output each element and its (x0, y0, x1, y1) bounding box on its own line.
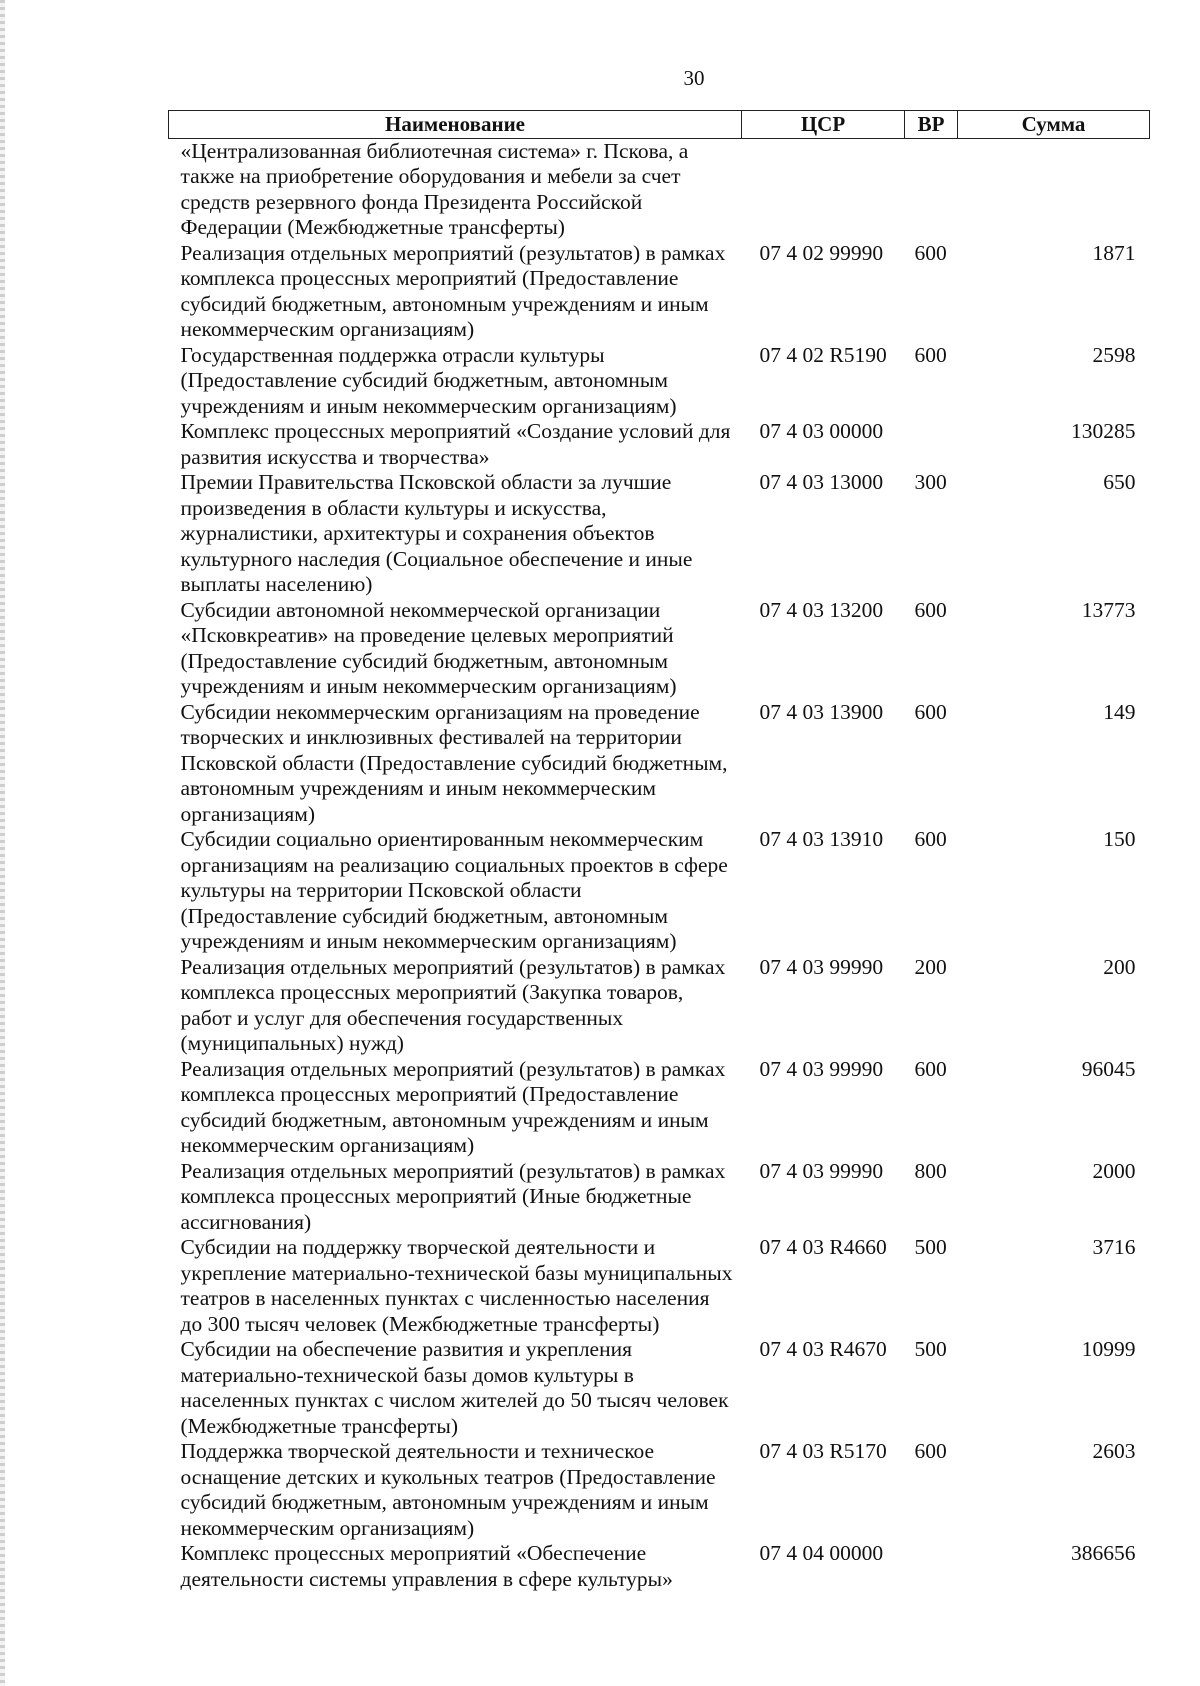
header-sum: Сумма (958, 111, 1150, 139)
row-sum: 3716 (1092, 1235, 1136, 1259)
row-sum: 2603 (1092, 1439, 1136, 1463)
row-name: Субсидии некоммерческим организациям на проведение творческих и инклюзивных фестивалей на территории Псковской области (Предоставление субсидий бюджетным, автономным учреждениям и иным некоммерческим организациям) (180, 699, 728, 826)
row-sum: 149 (1103, 699, 1136, 724)
row-vr: 600 (914, 827, 947, 851)
row-csr: 07 4 03 00000 (759, 419, 884, 443)
row-csr: 07 4 03 99990 (759, 954, 884, 979)
table-row (169, 700, 1150, 828)
row-sum: 1871 (1092, 240, 1136, 265)
row-name: Реализация отдельных мероприятий (результатов) в рамках комплекса процессных мероприятий (Закупка товаров, работ и услуг для обеспечения государственных (муниципальных) нужд) (180, 954, 726, 1055)
row-csr: 07 4 04 00000 (759, 1541, 884, 1565)
row-vr: 200 (914, 954, 947, 979)
row-vr: 600 (914, 1056, 947, 1081)
table-body (169, 138, 1150, 1592)
row-csr: 07 4 03 13200 (759, 597, 884, 622)
row-vr: 800 (914, 1158, 947, 1183)
row-csr: 07 4 03 13900 (759, 699, 884, 724)
row-vr (905, 138, 958, 241)
row-sum: 96045 (1081, 1056, 1136, 1081)
row-sum: 650 (1103, 470, 1136, 494)
row-vr: 500 (914, 1337, 947, 1361)
row-name: Комплекс процессных мероприятий «Создание условий для развития искусства и творчества» (180, 419, 731, 469)
row-sum: 150 (1103, 827, 1136, 851)
row-vr: 600 (914, 342, 947, 367)
row-name: Реализация отдельных мероприятий (результатов) в рамках комплекса процессных мероприятий (Иные бюджетные ассигнования) (180, 1158, 726, 1234)
row-csr: 07 4 03 99990 (759, 1158, 884, 1183)
table-row (169, 419, 1150, 470)
row-vr: 600 (914, 699, 947, 724)
row-csr: 07 4 02 R5190 (759, 342, 887, 367)
row-name: Премии Правительства Псковской области за лучшие произведения в области культуры и искусства, журналистики, архитектуры и сохранения объектов культурного наследия (Социальное обеспечение и иные выплаты населению) (180, 470, 693, 596)
row-csr: 07 4 03 R5170 (759, 1439, 887, 1463)
row-csr: 07 4 03 13000 (759, 470, 884, 494)
row-sum (958, 138, 1150, 241)
row-sum: 2598 (1092, 342, 1136, 367)
row-name: Поддержка творческой деятельности и техническое оснащение детских и кукольных театров (Предоставление субсидий бюджетным, автономным учреждениям и иным некоммерческим организациям) (180, 1439, 716, 1540)
row-name: Комплекс процессных мероприятий «Обеспечение деятельности системы управления в сфере культуры» (180, 1541, 673, 1591)
table-row (169, 343, 1150, 420)
row-sum: 13773 (1081, 597, 1136, 622)
row-name: Субсидии на обеспечение развития и укрепления материально-технической базы домов культуры в населенных пунктах с числом жителей до 50 тысяч человек (Межбюджетные трансферты) (180, 1337, 729, 1438)
row-sum: 130285 (1071, 419, 1136, 443)
row-name: Реализация отдельных мероприятий (результатов) в рамках комплекса процессных мероприятий (Предоставление субсидий бюджетным, автономным учреждениям и иным некоммерческим организациям) (180, 240, 726, 341)
page-number: 30 (683, 66, 705, 90)
table-row (169, 1057, 1150, 1159)
row-vr: 500 (914, 1235, 947, 1259)
row-csr (742, 138, 905, 241)
row-vr: 600 (914, 240, 947, 265)
budget-table (168, 110, 1150, 1592)
table-row (169, 1235, 1150, 1337)
header-name: Наименование (169, 111, 742, 139)
row-csr: 07 4 03 R4660 (759, 1235, 887, 1259)
table-header-row (169, 111, 1150, 139)
table-row (169, 1439, 1150, 1541)
row-name: «Централизованная библиотечная система» г. Пскова, а также на приобретение оборудования и мебели за счет средств резервного фонда Президента Российской Федерации (Межбюджетные трансферты) (180, 138, 689, 239)
row-name: Государственная поддержка отрасли культуры (Предоставление субсидий бюджетным, автономным учреждениям и иным некоммерческим организациям) (180, 342, 677, 418)
table-row (169, 827, 1150, 955)
table-row (169, 1337, 1150, 1439)
table-row (169, 1159, 1150, 1236)
row-vr: 600 (914, 597, 947, 622)
row-csr: 07 4 02 99990 (759, 240, 884, 265)
table-row (169, 955, 1150, 1057)
header-csr: ЦСР (742, 111, 905, 139)
row-name: Субсидии на поддержку творческой деятельности и укрепление материально-технической базы муниципальных театров в населенных пунктах с численностью населения до 300 тысяч человек (Межбюджетные трансферты) (180, 1235, 733, 1336)
row-name: Реализация отдельных мероприятий (результатов) в рамках комплекса процессных мероприятий (Предоставление субсидий бюджетным, автономным учреждениям и иным некоммерческим организациям) (180, 1056, 726, 1157)
row-csr: 07 4 03 13910 (759, 827, 884, 851)
row-sum: 386656 (1071, 1541, 1136, 1565)
row-name: Субсидии социально ориентированным некоммерческим организациям на реализацию социальных проектов в сфере культуры на территории Псковской области (Предоставление субсидий бюджетным, автономным учреждениям и иным некоммерческим организациям) (180, 827, 728, 953)
row-sum: 2000 (1092, 1158, 1136, 1183)
row-name: Субсидии автономной некоммерческой организации «Псковкреатив» на проведение целевых мероприятий (Предоставление субсидий бюджетным, автономным учреждениям и иным некоммерческим организациям) (180, 597, 677, 698)
table-row (169, 241, 1150, 343)
row-csr: 07 4 03 R4670 (759, 1337, 887, 1361)
scan-edge (0, 0, 5, 1686)
table-row (169, 598, 1150, 700)
row-vr: 600 (914, 1439, 947, 1463)
row-vr: 300 (914, 470, 947, 494)
table-row (169, 138, 1150, 241)
row-sum: 10999 (1081, 1337, 1136, 1361)
row-csr: 07 4 03 99990 (759, 1056, 884, 1081)
row-vr (905, 1541, 958, 1592)
table-row (169, 1541, 1150, 1592)
table-row (169, 470, 1150, 598)
row-vr (905, 419, 958, 470)
row-sum: 200 (1103, 954, 1136, 979)
header-vr: ВР (905, 111, 958, 139)
